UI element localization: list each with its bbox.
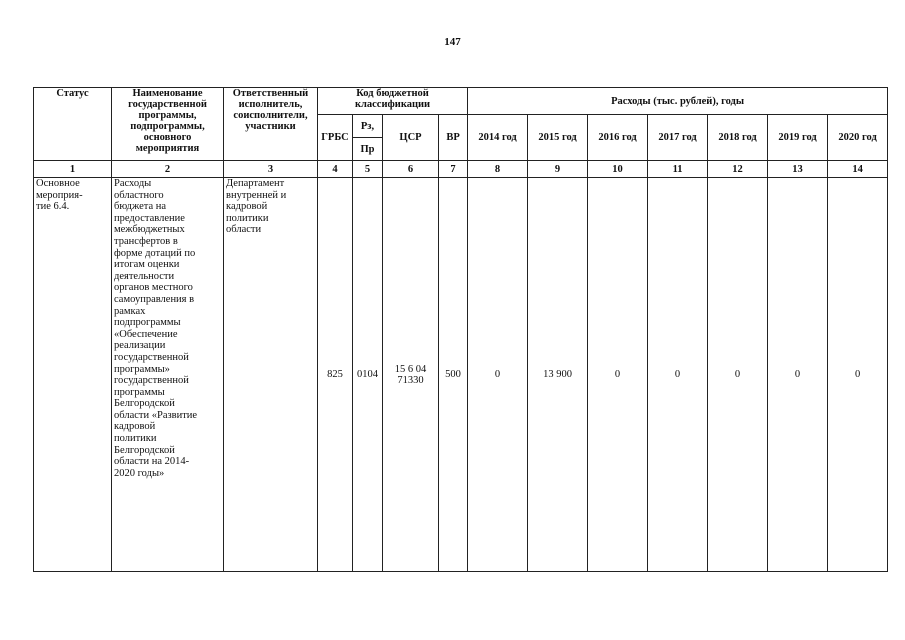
header-year-2017: 2017 год xyxy=(648,115,708,161)
header-responsible: Ответственный исполнитель, соисполнители, участники xyxy=(224,88,318,161)
column-number: 12 xyxy=(708,161,768,178)
column-number: 4 xyxy=(318,161,353,178)
header-year-2014: 2014 год xyxy=(468,115,528,161)
header-year-2019: 2019 год xyxy=(768,115,828,161)
header-year-2015: 2015 год xyxy=(528,115,588,161)
row-value-2016: 0 xyxy=(588,178,648,572)
header-status: Статус xyxy=(34,88,112,161)
header-year-2018: 2018 год xyxy=(708,115,768,161)
row-rz-pr: 0104 xyxy=(353,178,383,572)
row-status: Основное мероприя- тие 6.4. xyxy=(34,178,112,572)
row-value-2015: 13 900 xyxy=(528,178,588,572)
header-grbs: ГРБС xyxy=(318,115,353,161)
column-number: 6 xyxy=(383,161,439,178)
header-budget-code: Код бюджетной классификации xyxy=(318,88,468,115)
row-vr: 500 xyxy=(439,178,468,572)
header-name: Наименование государственной программы, подпрограммы, основного мероприятия xyxy=(112,88,224,161)
column-number: 1 xyxy=(34,161,112,178)
row-value-2018: 0 xyxy=(708,178,768,572)
row-grbs: 825 xyxy=(318,178,353,572)
column-number: 10 xyxy=(588,161,648,178)
column-number: 8 xyxy=(468,161,528,178)
column-number: 2 xyxy=(112,161,224,178)
column-number: 13 xyxy=(768,161,828,178)
header-row xyxy=(34,88,888,115)
header-rz: Рз, xyxy=(353,115,383,138)
row-value-2020: 0 xyxy=(828,178,888,572)
column-number: 3 xyxy=(224,161,318,178)
page-number: 147 xyxy=(444,36,461,48)
header-year-2020: 2020 год xyxy=(828,115,888,161)
row-responsible: Департамент внутренней и кадровой политики области xyxy=(224,178,318,572)
header-pr: Пр xyxy=(353,138,383,161)
row-value-2014: 0 xyxy=(468,178,528,572)
column-number: 11 xyxy=(648,161,708,178)
column-number: 5 xyxy=(353,161,383,178)
column-number: 9 xyxy=(528,161,588,178)
budget-table xyxy=(33,87,888,572)
column-number-row xyxy=(34,161,888,178)
header-vr: ВР xyxy=(439,115,468,161)
row-value-2019: 0 xyxy=(768,178,828,572)
header-year-2016: 2016 год xyxy=(588,115,648,161)
row-value-2017: 0 xyxy=(648,178,708,572)
column-number: 7 xyxy=(439,161,468,178)
table-row xyxy=(34,178,888,572)
header-csr: ЦСР xyxy=(383,115,439,161)
header-expenses: Расходы (тыс. рублей), годы xyxy=(468,88,888,115)
row-csr: 15 6 04 71330 xyxy=(383,178,439,572)
column-number: 14 xyxy=(828,161,888,178)
row-name: Расходы областного бюджета на предоставление межбюджетных трансфертов в форме дотаций по итогам оценки деятельности органов местного самоуправления в рамках подпрограммы «Обеспечение реализации государственной программы» государственной программы Белгородской области «Развитие кадровой политики Белгородской области на 2014- 2020 годы» xyxy=(112,178,224,572)
